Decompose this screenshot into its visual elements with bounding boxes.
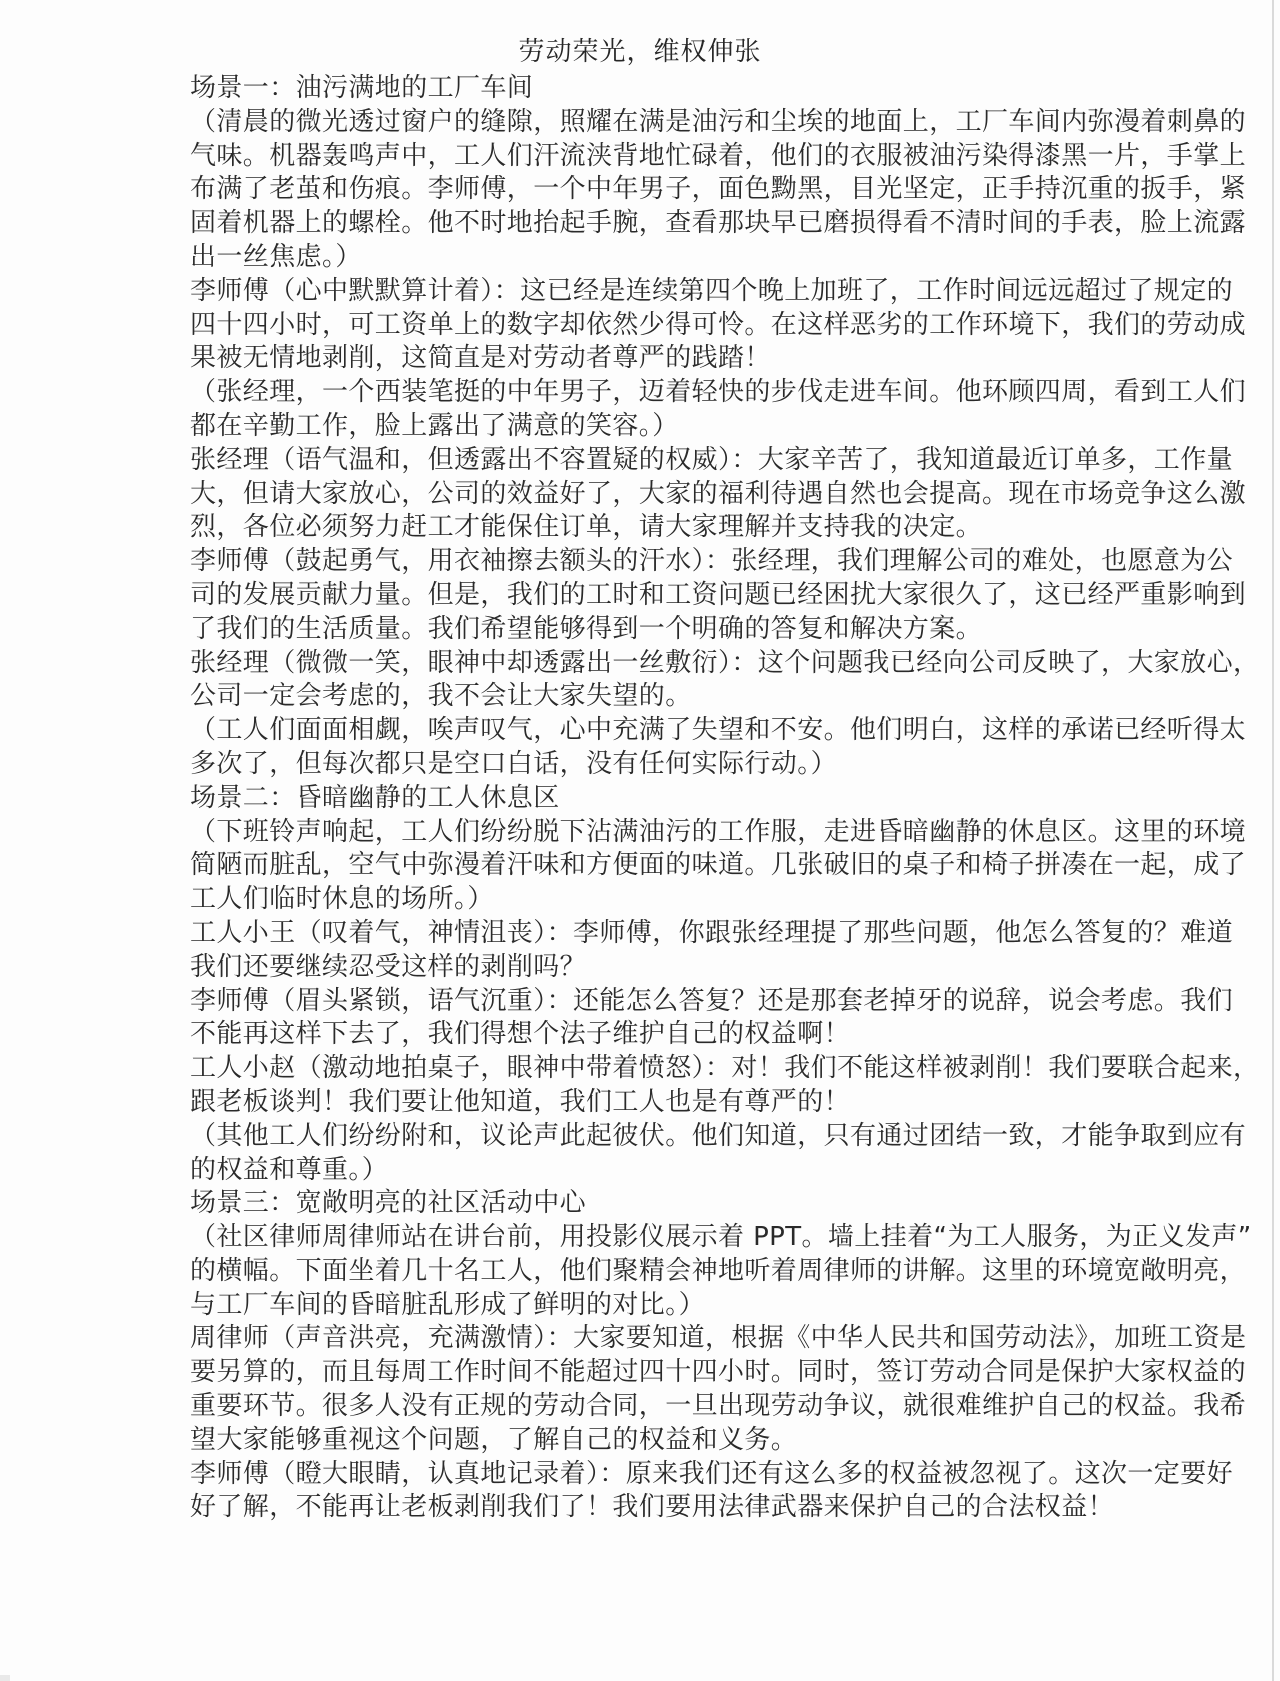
text-line: 李师傅（心中默默算计着）：这已经是连续第四个晚上加班了，工作时间远远超过了规定的 xyxy=(190,275,1234,306)
text-line: 烈，各位必须努力赶工才能保住订单，请大家理解并支持我的决定。 xyxy=(190,512,983,543)
text-line: 与工厂车间的昏暗脏乱形成了鲜明的对比。） xyxy=(190,1289,706,1320)
text-line: 要另算的，而且每周工作时间不能超过四十四小时。同时，签订劳动合同是保护大家权益的 xyxy=(190,1357,1247,1388)
text-line: 不能再这样下去了，我们得想个法子维护自己的权益啊！ xyxy=(190,1019,851,1050)
text-line: 的横幅。下面坐着几十名工人，他们聚精会神地听着周律师的讲解。这里的环境宽敞明亮， xyxy=(190,1255,1247,1286)
scan-corner-artifact xyxy=(0,1675,10,1681)
text-line: 工人小赵（激动地拍桌子，眼神中带着愤怒）：对！我们不能这样被剥削！我们要联合起来， xyxy=(190,1053,1260,1084)
text-line: 四十四小时，可工资单上的数字却依然少得可怜。在这样恶劣的工作环境下，我们的劳动成 xyxy=(190,309,1247,340)
text-line: 工人们临时休息的场所。） xyxy=(190,884,494,915)
text-line: 望大家能够重视这个问题，了解自己的权益和义务。 xyxy=(190,1424,798,1455)
text-line: 简陋而脏乱，空气中弥漫着汗味和方便面的味道。几张破旧的桌子和椅子拼凑在一起，成了 xyxy=(190,850,1247,881)
text-line: 李师傅（瞪大眼睛，认真地记录着）：原来我们还有这么多的权益被忽视了。这次一定要好 xyxy=(190,1458,1234,1489)
text-line: 场景三：宽敞明亮的社区活动中心 xyxy=(190,1188,587,1219)
text-line: 固着机器上的螺栓。他不时地抬起手腕，查看那块早已磨损得看不清时间的手表，脸上流露 xyxy=(190,208,1247,239)
text-line: 场景二：昏暗幽静的工人休息区 xyxy=(190,782,560,813)
text-line: 李师傅（鼓起勇气，用衣袖擦去额头的汗水）：张经理，我们理解公司的难处，也愿意为公 xyxy=(190,546,1234,577)
text-line: 布满了老茧和伤痕。李师傅，一个中年男子，面色黝黑，目光坚定，正手持沉重的扳手，紧 xyxy=(190,174,1247,205)
text-line: 出一丝焦虑。） xyxy=(190,241,362,272)
text-line: 都在辛勤工作，脸上露出了满意的笑容。） xyxy=(190,410,679,441)
text-line: 公司一定会考虑的，我不会让大家失望的。 xyxy=(190,681,692,712)
text-line: 张经理（语气温和，但透露出不容置疑的权威）：大家辛苦了，我知道最近订单多，工作量 xyxy=(190,444,1234,475)
text-line: 好了解，不能再让老板剥削我们了！我们要用法律武器来保护自己的合法权益！ xyxy=(190,1492,1115,1523)
text-line: 气味。机器轰鸣声中，工人们汗流浃背地忙碌着，他们的衣服被油污染得漆黑一片，手掌上 xyxy=(190,140,1247,171)
text-line: （其他工人们纷纷附和，议论声此起彼伏。他们知道，只有通过团结一致，才能争取到应有 xyxy=(190,1120,1247,1151)
text-line: 司的发展贡献力量。但是，我们的工时和工资问题已经困扰大家很久了，这已经严重影响到 xyxy=(190,579,1247,610)
text-line: 大，但请大家放心，公司的效益好了，大家的福利待遇自然也会提高。现在市场竞争这么激 xyxy=(190,478,1247,509)
text-line: （工人们面面相觑，唉声叹气，心中充满了失望和不安。他们明白，这样的承诺已经听得太 xyxy=(190,715,1247,746)
text-line: 跟老板谈判！我们要让他知道，我们工人也是有尊严的！ xyxy=(190,1086,851,1117)
text-line: 场景一：油污满地的工厂车间 xyxy=(190,73,534,103)
text-line: 多次了，但每次都只是空口白话，没有任何实际行动。） xyxy=(190,748,838,779)
text-line: （清晨的微光透过窗户的缝隙，照耀在满是油污和尘埃的地面上，工厂车间内弥漫着刺鼻的 xyxy=(190,106,1247,137)
text-line: 果被无情地剥削，这简直是对劳动者尊严的践踏！ xyxy=(190,343,771,374)
document-body xyxy=(190,72,1260,1525)
text-line: 我们还要继续忍受这样的剥削吗？ xyxy=(190,951,587,982)
text-line: 周律师（声音洪亮，充满激情）：大家要知道，根据《中华人民共和国劳动法》，加班工资是 xyxy=(190,1323,1247,1354)
text-line: （张经理，一个西装笔挺的中年男子，迈着轻快的步伐走进车间。他环顾四周，看到工人们 xyxy=(190,377,1247,408)
document-title: 劳动荣光，维权伸张 xyxy=(518,37,762,67)
text-line: 的权益和尊重。） xyxy=(190,1154,389,1185)
text-line: 重要环节。很多人没有正规的劳动合同，一旦出现劳动争议，就很难维护自己的权益。我希 xyxy=(190,1391,1247,1422)
text-line: 工人小王（叹着气，神情沮丧）：李师傅，你跟张经理提了那些问题，他怎么答复的？难道 xyxy=(190,917,1234,948)
text-line: （社区律师周律师站在讲台前，用投影仪展示着 PPT。墙上挂着“为工人服务，为正义发声” xyxy=(190,1222,1252,1253)
text-line: 张经理（微微一笑，眼神中却透露出一丝敷衍）：这个问题我已经向公司反映了，大家放心， xyxy=(190,647,1260,678)
text-line: 李师傅（眉头紧锁，语气沉重）：还能怎么答复？还是那套老掉牙的说辞，说会考虑。我们 xyxy=(190,985,1234,1016)
page-right-edge-line xyxy=(1272,0,1274,1681)
text-line: （下班铃声响起，工人们纷纷脱下沾满油污的工作服，走进昏暗幽静的休息区。这里的环境 xyxy=(190,816,1247,847)
text-line: 了我们的生活质量。我们希望能够得到一个明确的答复和解决方案。 xyxy=(190,613,983,644)
